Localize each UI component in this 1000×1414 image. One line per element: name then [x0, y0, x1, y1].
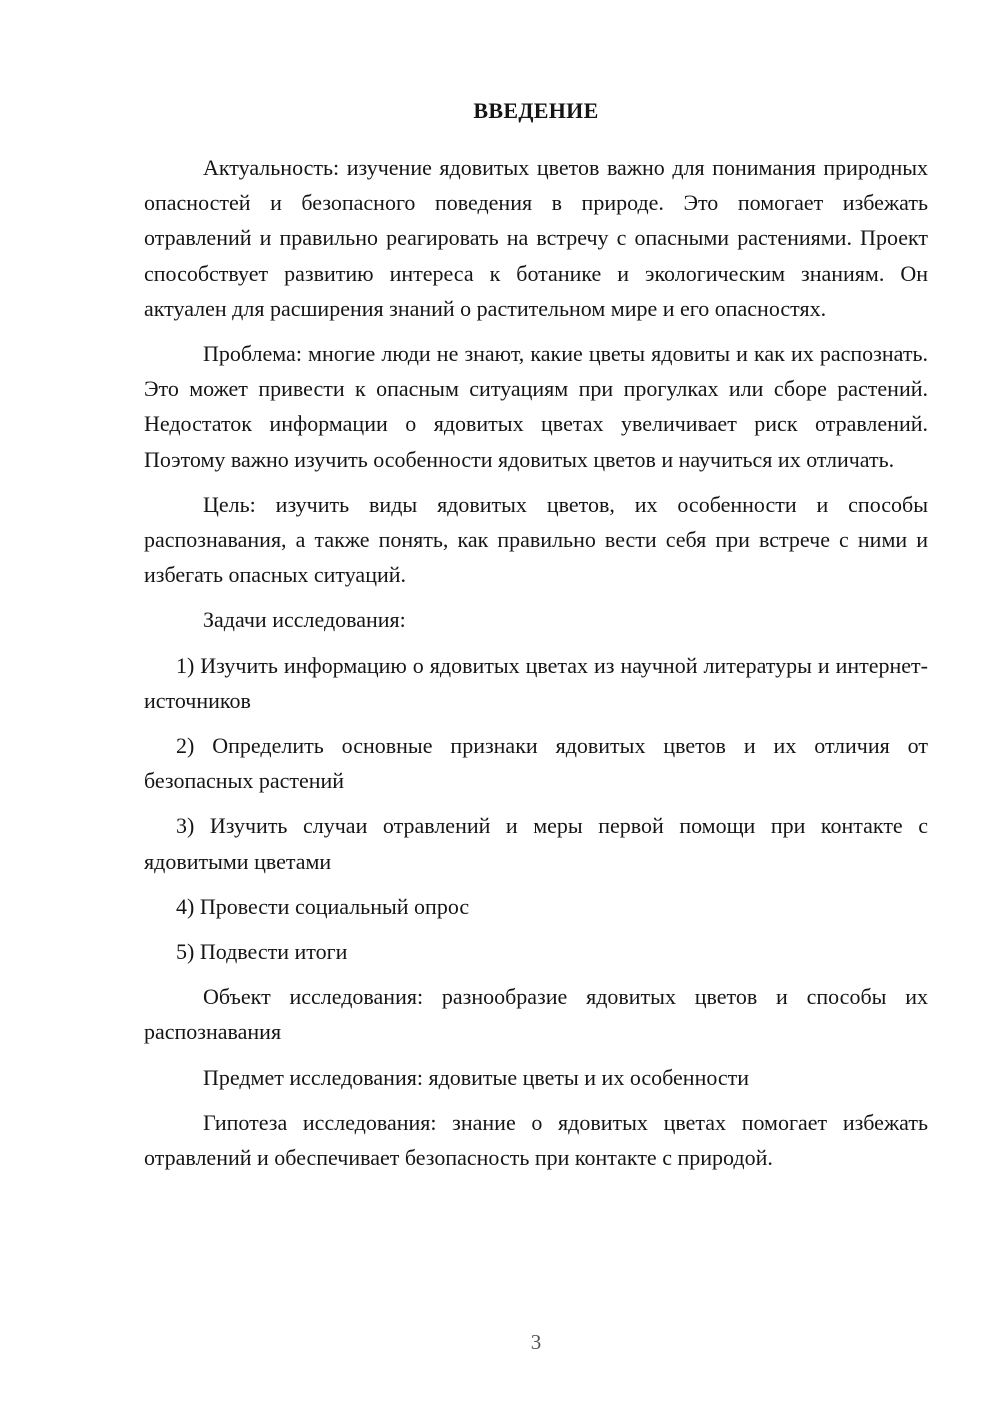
problem-paragraph: Проблема: многие люди не знают, какие цветы ядовиты и как их распознать. Это может привести к опасным ситуациям при прогулках или сборе растений. Недостаток информации о ядовитых цветах увеличивает риск отравлений. Поэтому важно изучить особенности ядовитых цветов и научиться их отличать. — [144, 341, 928, 472]
task-item-2: 2) Определить основные признаки ядовитых цветов и их отличия от безопасных растений — [144, 733, 928, 794]
goal-paragraph: Цель: изучить виды ядовитых цветов, их особенности и способы распознавания, а также понять, как правильно вести себя при встрече с ними и избегать опасных ситуаций. — [144, 491, 928, 588]
task-item-4: 4) Провести социальный опрос — [176, 893, 470, 919]
tasks-heading: Задачи исследования: — [203, 607, 406, 633]
page-content — [144, 94, 928, 1185]
page-number: 3 — [530, 1330, 542, 1354]
object-paragraph: Объект исследования: разнообразие ядовитых цветов и способы их распознавания — [144, 984, 928, 1045]
subject-paragraph: Предмет исследования: ядовитые цветы и их особенности — [203, 1064, 750, 1090]
task-item-3: 3) Изучить случаи отравлений и меры первой помощи при контакте с ядовитыми цветами — [144, 813, 928, 874]
relevance-paragraph: Актуальность: изучение ядовитых цветов важно для понимания природных опасностей и безопасного поведения в природе. Это помогает избежать отравлений и правильно реагировать на встречу с опасными растениями. Проект способствует развитию интереса к ботанике и экологическим знаниям. Он актуален для расширения знаний о растительном мире и его опасностях. — [144, 155, 928, 321]
task-item-1: 1) Изучить информацию о ядовитых цветах из научной литературы и интернет-источников — [144, 652, 928, 713]
task-item-5: 5) Подвести итоги — [176, 939, 348, 965]
hypothesis-paragraph: Гипотеза исследования: знание о ядовитых цветах помогает избежать отравлений и обеспечивает безопасность при контакте с природой. — [144, 1109, 928, 1171]
page-title: ВВЕДЕНИЕ — [473, 98, 599, 123]
